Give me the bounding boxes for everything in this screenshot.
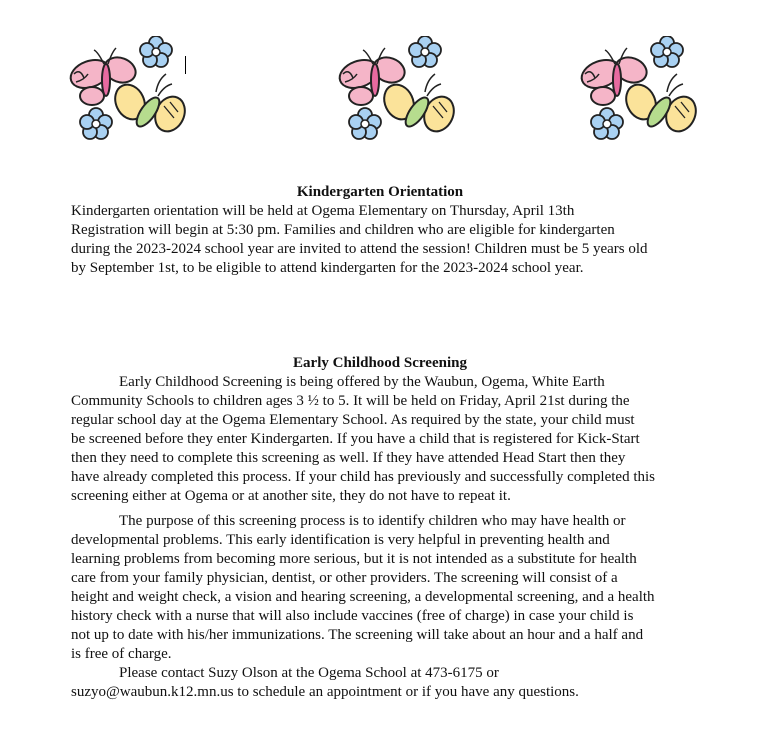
contact-email-line: suzyo@waubun.k12.mn.us to schedule an appointment or if you have any questions. [71,684,579,700]
text-line: then they need to complete this screening as well. If they have attended Head Start then they [71,450,626,466]
text-line: is free of charge. [71,646,172,662]
kindergarten-orientation-heading: Kindergarten Orientation [296,184,464,200]
text-line: Please contact Suzy Olson at the Ogema School at 473-6175 or [119,665,499,681]
text-line: have already completed this process. If your child has previously and successfully completed this [71,469,656,485]
butterflies-and-flowers-icon [66,36,190,148]
screening-contact-paragraph [71,664,711,702]
text-line: by September 1st, to be eligible to attend kindergarten for the 2023-2024 school year. [71,260,584,276]
text-line: developmental problems. This early identification is very helpful in preventing health and [71,532,610,548]
text-line: during the 2023-2024 school year are invited to attend the session! Children must be 5 years old [71,241,648,257]
screening-paragraph-1 [71,373,711,506]
text-cursor [185,56,186,74]
text-line: history check with a nurse that will also include vaccines (free of charge) in case your child is [71,608,634,624]
text-line: The purpose of this screening process is to identify children who may have health or [119,513,626,529]
text-line: not up to date with his/her immunizations. The screening will take about an hour and a half and [71,627,644,643]
text-line: be screened before they enter Kindergarten. If you have a child that is registered for Kick-Start [71,431,640,447]
butterflies-and-flowers-icon [335,36,459,148]
text-line: Early Childhood Screening is being offered by the Waubun, Ogema, White Earth [119,374,605,390]
text-line: care from your family physician, dentist, or other providers. The screening will consist of a [71,570,618,586]
text-line: height and weight check, a vision and hearing screening, a developmental screening, and a health [71,589,655,605]
text-line: screening either at Ogema or at another site, they do not have to repeat it. [71,488,511,504]
butterflies-flowers-art [335,36,459,148]
early-childhood-screening-heading: Early Childhood Screening [293,355,467,371]
text-line: regular school day at the Ogema Elementary School. As required by the state, your child must [71,412,635,428]
butterflies-flowers-art [66,36,190,148]
text-line: Registration will begin at 5:30 pm. Families and children who are eligible for kindergarten [71,222,615,238]
text-line: learning problems from becoming more serious, but it is not intended as a substitute for health [71,551,637,567]
kindergarten-orientation-paragraph [71,202,711,278]
butterflies-flowers-art [577,36,701,148]
text-line: Kindergarten orientation will be held at Ogema Elementary on Thursday, April 13th [71,203,575,219]
text-line: Community Schools to children ages 3 ½ to 5. It will be held on Friday, April 21st during the [71,393,630,409]
screening-paragraph-2 [71,512,711,664]
butterflies-and-flowers-icon [577,36,701,148]
